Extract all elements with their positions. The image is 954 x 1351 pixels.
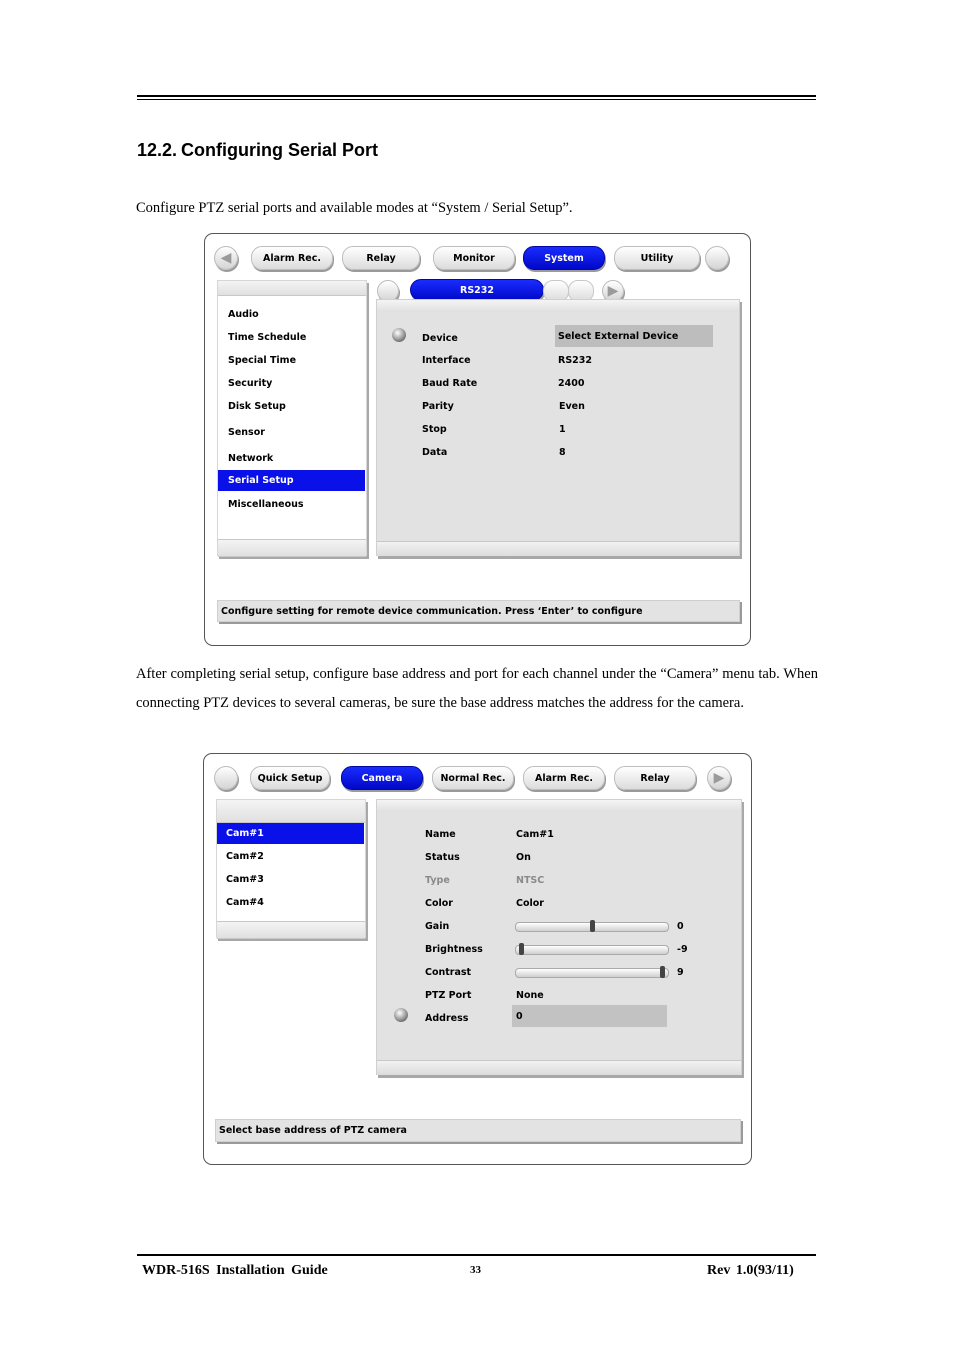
field-label-color: Color xyxy=(425,898,453,909)
field-value-parity[interactable]: Even xyxy=(559,401,585,412)
footer-rule xyxy=(137,1254,816,1256)
field-label-stop: Stop xyxy=(422,424,447,435)
focus-indicator-icon xyxy=(392,328,406,342)
header-rule xyxy=(137,95,816,97)
menu-item-miscellaneous[interactable]: Miscellaneous xyxy=(228,499,304,510)
field-value-gain: 0 xyxy=(677,921,684,932)
next-tab-button[interactable] xyxy=(705,246,729,270)
subtab-rs232[interactable]: RS232 xyxy=(410,279,544,301)
focus-indicator-icon xyxy=(394,1008,408,1022)
tab-utility[interactable]: Utility xyxy=(614,246,700,270)
field-value-interface[interactable]: RS232 xyxy=(558,355,592,366)
list-top-bar xyxy=(217,800,365,823)
field-value-data[interactable]: 8 xyxy=(559,447,566,458)
field-value-stop[interactable]: 1 xyxy=(559,424,566,435)
field-label-device: Device xyxy=(422,333,458,344)
status-text: Select base address of PTZ camera xyxy=(219,1125,407,1136)
menu-item-time-schedule[interactable]: Time Schedule xyxy=(228,332,307,343)
tab-normal-rec[interactable]: Normal Rec. xyxy=(432,766,514,790)
field-value-baud-rate[interactable]: 2400 xyxy=(558,378,585,389)
field-label-name: Name xyxy=(425,829,456,840)
camera-list xyxy=(216,799,366,938)
field-label-interface: Interface xyxy=(422,355,471,366)
status-text: Configure setting for remote device communication. Press ‘Enter’ to configure xyxy=(221,605,643,617)
field-value-name[interactable]: Cam#1 xyxy=(516,829,554,840)
field-label-brightness: Brightness xyxy=(425,944,483,955)
camera-setup-screen xyxy=(203,753,752,1165)
menu-item-serial-setup[interactable]: Serial Setup xyxy=(218,470,365,491)
list-bottom-bar xyxy=(217,921,365,939)
section-number: 12.2. xyxy=(137,140,178,160)
menu-item-special-time[interactable]: Special Time xyxy=(228,355,297,366)
section-heading xyxy=(137,140,378,161)
brightness-slider-thumb[interactable] xyxy=(519,943,524,955)
footer-doc-title: WDR-516S Installation Guide xyxy=(142,1263,328,1278)
field-label-gain: Gain xyxy=(425,921,450,932)
status-bar xyxy=(215,1119,741,1142)
camera-item-cam4[interactable]: Cam#4 xyxy=(226,897,264,908)
field-value-contrast: 9 xyxy=(677,967,684,978)
tab-camera[interactable]: Camera xyxy=(341,766,423,790)
tab-relay[interactable]: Relay xyxy=(614,766,696,790)
contrast-slider-thumb[interactable] xyxy=(660,966,665,978)
device-select[interactable]: Select External Device xyxy=(555,325,713,347)
camera-item-cam2[interactable]: Cam#2 xyxy=(226,851,264,862)
address-input[interactable]: 0 xyxy=(512,1005,667,1027)
tab-relay[interactable]: Relay xyxy=(342,246,420,270)
tab-alarm-rec[interactable]: Alarm Rec. xyxy=(523,766,605,790)
menu-item-disk-setup[interactable]: Disk Setup xyxy=(228,401,286,412)
body-paragraph: After completing serial setup, configure base address and port for each channel under the “Camera” menu tab. When connecting PTZ devices to several cameras, be sure the base address matches the address for the camera. xyxy=(136,666,818,711)
field-label-parity: Parity xyxy=(422,401,454,412)
camera-item-cam3[interactable]: Cam#3 xyxy=(226,874,264,885)
prev-tab-button[interactable] xyxy=(214,246,238,270)
arrow-left-icon: ◀ xyxy=(220,250,232,266)
panel-top-bar xyxy=(377,800,741,812)
field-value-type: NTSC xyxy=(516,875,545,886)
camera-settings-panel xyxy=(376,799,742,1075)
field-label-status: Status xyxy=(425,852,460,863)
intro-paragraph: Configure PTZ serial ports and available modes at “System / Serial Setup”. xyxy=(136,200,573,216)
menu-top-bar xyxy=(218,281,366,296)
menu-item-sensor[interactable]: Sensor xyxy=(228,427,265,438)
menu-bottom-bar xyxy=(218,539,366,557)
system-serial-screen xyxy=(204,233,751,646)
brightness-slider[interactable] xyxy=(515,945,669,955)
field-value-status[interactable]: On xyxy=(516,852,531,863)
system-menu xyxy=(217,280,367,556)
field-label-contrast: Contrast xyxy=(425,967,472,978)
field-label-type: Type xyxy=(425,875,450,886)
field-label-data: Data xyxy=(422,447,448,458)
menu-item-network[interactable]: Network xyxy=(228,453,274,464)
footer-revision: Rev 1.0(93/11) xyxy=(707,1263,794,1278)
field-label-address: Address xyxy=(425,1013,469,1024)
section-title: Configuring Serial Port xyxy=(181,140,379,160)
field-label-baud-rate: Baud Rate xyxy=(422,378,478,389)
prev-tab-button[interactable] xyxy=(214,766,238,790)
field-value-brightness: -9 xyxy=(677,944,688,955)
panel-bottom-bar xyxy=(377,1060,741,1075)
contrast-slider[interactable] xyxy=(515,968,669,978)
arrow-right-icon: ▶ xyxy=(607,283,619,299)
panel-top-bar xyxy=(377,300,739,312)
tab-quick-setup[interactable]: Quick Setup xyxy=(250,766,330,790)
field-label-ptz-port: PTZ Port xyxy=(425,990,472,1001)
field-value-ptz-port[interactable]: None xyxy=(516,990,544,1001)
panel-bottom-bar xyxy=(377,541,739,556)
tab-system[interactable]: System xyxy=(523,246,605,270)
menu-item-security[interactable]: Security xyxy=(228,378,273,389)
status-bar xyxy=(217,600,740,622)
camera-item-cam1[interactable]: Cam#1 xyxy=(217,823,364,844)
serial-settings-panel xyxy=(376,299,740,556)
page-number: 33 xyxy=(470,1264,481,1276)
field-value-color[interactable]: Color xyxy=(516,898,544,909)
next-tab-button[interactable] xyxy=(707,766,731,790)
header-rule-thin xyxy=(137,99,816,100)
tab-alarm-rec[interactable]: Alarm Rec. xyxy=(251,246,333,270)
arrow-right-icon: ▶ xyxy=(713,770,725,786)
gain-slider-thumb[interactable] xyxy=(590,920,595,932)
gain-slider[interactable] xyxy=(515,922,669,932)
tab-monitor[interactable]: Monitor xyxy=(433,246,515,270)
menu-item-audio[interactable]: Audio xyxy=(228,309,259,320)
